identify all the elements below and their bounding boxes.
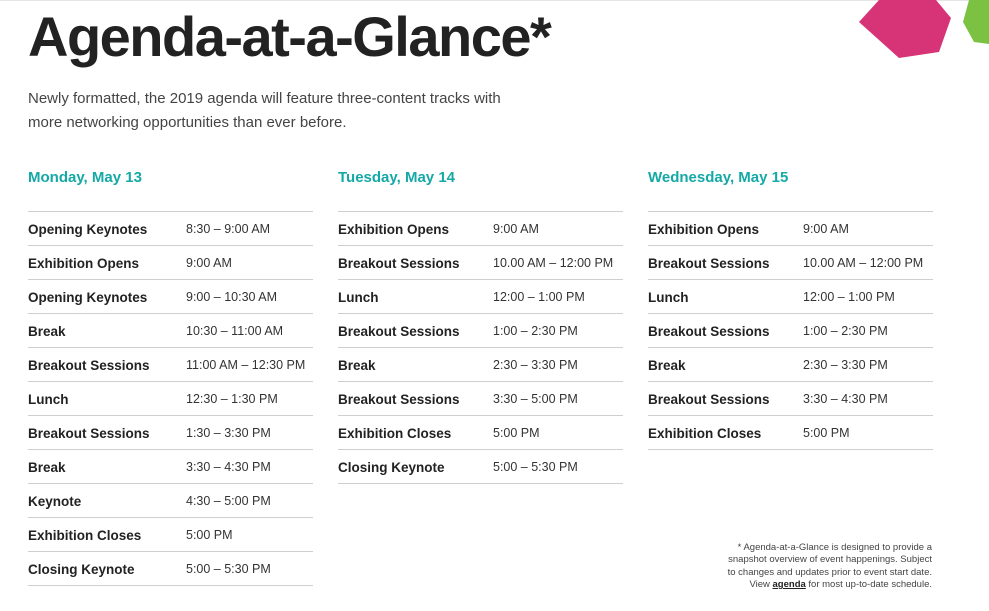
- session-title: Closing Keynote: [28, 562, 135, 577]
- footnote-line-2: snapshot overview of event happenings. Subject: [728, 554, 932, 566]
- decorative-hexagons-graphic: [859, 0, 989, 70]
- session-row: [338, 382, 623, 416]
- session-row: [648, 382, 933, 416]
- session-list: [338, 211, 623, 484]
- session-time: 1:30 – 3:30 PM: [186, 425, 271, 440]
- day-heading: Tuesday, May 14: [338, 169, 455, 186]
- magenta-hexagon-shape: [859, 0, 951, 58]
- session-time: 5:00 – 5:30 PM: [186, 561, 271, 576]
- session-row: [648, 348, 933, 382]
- session-title: Exhibition Opens: [28, 256, 140, 271]
- session-time: 12:30 – 1:30 PM: [186, 391, 278, 406]
- agenda-link[interactable]: agenda: [772, 579, 806, 591]
- session-time: 9:00 – 10:30 AM: [186, 289, 278, 304]
- session-time: 12:00 – 1:00 PM: [493, 289, 585, 304]
- session-time: 9:00 AM: [493, 221, 539, 236]
- session-title: Exhibition Opens: [648, 222, 760, 237]
- session-row: [338, 416, 623, 450]
- session-time: 2:30 – 3:30 PM: [493, 357, 578, 372]
- day-heading: Wednesday, May 15: [648, 169, 789, 186]
- session-row: [648, 416, 933, 450]
- agenda-footnote: [702, 542, 932, 592]
- session-time: 3:30 – 5:00 PM: [493, 391, 578, 406]
- session-title: Break: [338, 358, 376, 373]
- session-time: 10.00 AM – 12:00 PM: [803, 255, 924, 270]
- session-row: [28, 280, 313, 314]
- session-title: Lunch: [648, 290, 689, 305]
- session-row: [338, 280, 623, 314]
- session-time: 5:00 PM: [803, 425, 850, 440]
- session-row: [338, 246, 623, 280]
- session-row: [28, 416, 313, 450]
- session-time: 1:00 – 2:30 PM: [493, 323, 578, 338]
- session-time: 5:00 PM: [493, 425, 540, 440]
- session-row: [28, 348, 313, 382]
- session-time: 4:30 – 5:00 PM: [186, 493, 271, 508]
- session-row: [28, 518, 313, 552]
- session-time: 9:00 AM: [186, 255, 232, 270]
- session-time: 9:00 AM: [803, 221, 849, 236]
- session-title: Breakout Sessions: [648, 324, 770, 339]
- day-column-monday: [28, 168, 313, 586]
- session-row: [648, 280, 933, 314]
- top-divider: [0, 0, 989, 1]
- session-title: Breakout Sessions: [338, 324, 460, 339]
- session-row: [338, 212, 623, 246]
- session-title: Keynote: [28, 494, 82, 509]
- session-time: 8:30 – 9:00 AM: [186, 221, 271, 236]
- session-title: Lunch: [338, 290, 379, 305]
- session-time: 1:00 – 2:30 PM: [803, 323, 888, 338]
- session-title: Exhibition Closes: [648, 426, 762, 441]
- footnote-line-4-suffix: for most up-to-date schedule.: [808, 579, 932, 591]
- session-title: Breakout Sessions: [338, 256, 460, 271]
- session-title: Breakout Sessions: [338, 392, 460, 407]
- session-title: Breakout Sessions: [28, 358, 150, 373]
- session-title: Breakout Sessions: [28, 426, 150, 441]
- session-row: [338, 314, 623, 348]
- session-row: [28, 552, 313, 586]
- session-title: Breakout Sessions: [648, 256, 770, 271]
- session-time: 3:30 – 4:30 PM: [186, 459, 271, 474]
- session-row: [28, 212, 313, 246]
- session-time: 5:00 – 5:30 PM: [493, 459, 578, 474]
- session-time: 3:30 – 4:30 PM: [803, 391, 888, 406]
- page-title: Agenda-at-a-Glance*: [28, 5, 551, 68]
- session-title: Opening Keynotes: [28, 290, 148, 305]
- session-title: Breakout Sessions: [648, 392, 770, 407]
- session-title: Lunch: [28, 392, 69, 407]
- session-row: [648, 246, 933, 280]
- session-time: 11:00 AM – 12:30 PM: [186, 357, 306, 372]
- session-time: 5:00 PM: [186, 527, 233, 542]
- session-title: Closing Keynote: [338, 460, 445, 475]
- day-heading: Monday, May 13: [28, 169, 142, 186]
- session-row: [28, 450, 313, 484]
- session-row: [338, 348, 623, 382]
- session-time: 12:00 – 1:00 PM: [803, 289, 895, 304]
- day-column-tuesday: [338, 168, 623, 484]
- session-row: [648, 314, 933, 348]
- page-subtitle: Newly formatted, the 2019 agenda will feature three-content tracks with more networking opportunities than ever before.: [28, 90, 501, 131]
- session-row: [338, 450, 623, 484]
- session-time: 2:30 – 3:30 PM: [803, 357, 888, 372]
- session-row: [28, 382, 313, 416]
- session-row: [28, 314, 313, 348]
- session-title: Break: [28, 460, 66, 475]
- session-row: [28, 484, 313, 518]
- day-column-wednesday: [648, 168, 933, 450]
- session-title: Break: [648, 358, 686, 373]
- session-title: Exhibition Closes: [28, 528, 142, 543]
- footnote-line-3: to changes and updates prior to event start date.: [727, 566, 932, 578]
- session-title: Break: [28, 324, 66, 339]
- session-time: 10.00 AM – 12:00 PM: [493, 255, 614, 270]
- session-list: [28, 211, 313, 586]
- session-title: Opening Keynotes: [28, 222, 148, 237]
- footnote-line-4-prefix: View: [749, 579, 770, 591]
- session-time: 10:30 – 11:00 AM: [186, 323, 284, 338]
- footnote-line-1: * Agenda-at-a-Glance is designed to provide a: [737, 542, 932, 553]
- session-title: Exhibition Opens: [338, 222, 450, 237]
- session-list: [648, 211, 933, 450]
- session-row: [28, 246, 313, 280]
- session-title: Exhibition Closes: [338, 426, 452, 441]
- green-hexagon-shape: [963, 0, 989, 44]
- session-row: [648, 212, 933, 246]
